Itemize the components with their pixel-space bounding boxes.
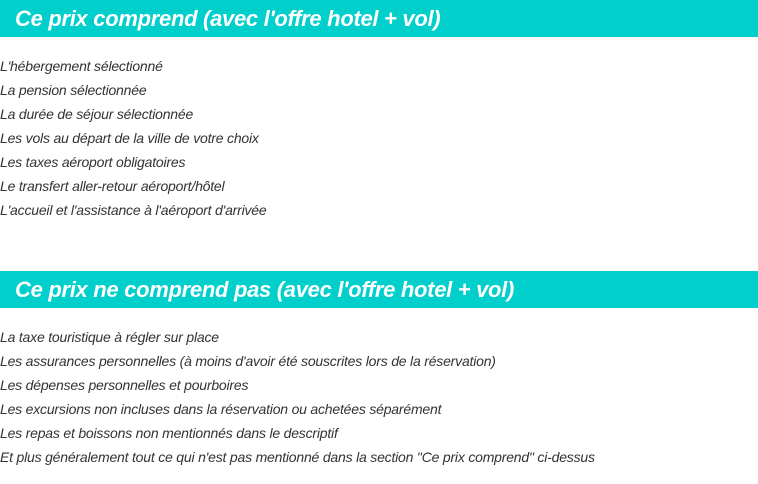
list-item: Les repas et boissons non mentionnés dans le descriptif [0, 425, 338, 441]
price-includes-heading: Ce prix comprend (avec l'offre hotel + vol) [0, 0, 758, 37]
list-item: Les taxes aéroport obligatoires [0, 154, 186, 170]
price-excludes-list [0, 325, 758, 469]
list-item: Les vols au départ de la ville de votre choix [0, 130, 259, 146]
list-item: Et plus généralement tout ce qui n'est pas mentionné dans la section "Ce prix comprend" ci-dessus [0, 449, 595, 465]
price-includes-section [0, 0, 758, 222]
list-item: La taxe touristique à régler sur place [0, 329, 219, 345]
list-item: Les assurances personnelles (à moins d'avoir été souscrites lors de la réservation) [0, 353, 496, 369]
list-item: La pension sélectionnée [0, 82, 147, 98]
list-item: Les dépenses personnelles et pourboires [0, 377, 249, 393]
list-item: La durée de séjour sélectionnée [0, 106, 194, 122]
price-excludes-heading: Ce prix ne comprend pas (avec l'offre hotel + vol) [0, 271, 758, 308]
list-item: L'accueil et l'assistance à l'aéroport d'arrivée [0, 202, 267, 218]
list-item: L'hébergement sélectionné [0, 58, 163, 74]
price-excludes-section [0, 271, 758, 469]
list-item: Les excursions non incluses dans la réservation ou achetées séparément [0, 401, 442, 417]
price-includes-list [0, 54, 758, 222]
list-item: Le transfert aller-retour aéroport/hôtel [0, 178, 225, 194]
